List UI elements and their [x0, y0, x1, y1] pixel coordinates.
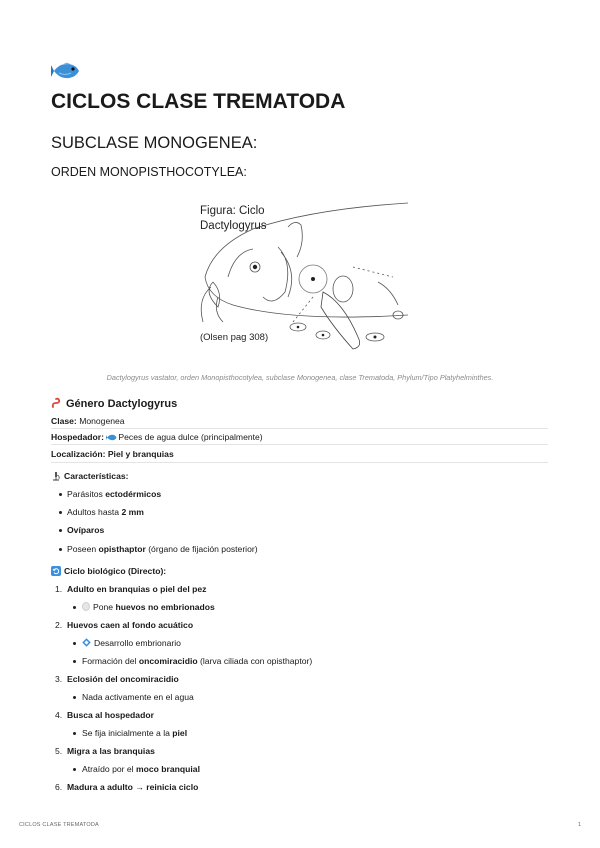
sub-item-text: Formación del [82, 656, 139, 666]
localizacion-value: Piel y branquias [107, 449, 174, 459]
sub-item [82, 692, 194, 702]
bullet [73, 768, 76, 771]
item-bold: ectodérmicos [105, 489, 162, 499]
divider [51, 428, 548, 429]
footer-title: CICLOS CLASE TREMATODA [19, 822, 99, 828]
sub-item [82, 656, 312, 666]
order-heading: ORDEN MONOPISTHOCOTYLEA: [51, 165, 247, 179]
step-label: Eclosión del oncomiracidio [67, 674, 179, 684]
sub-item-bold: oncomiracidio [138, 656, 198, 666]
egg-icon [82, 602, 90, 611]
step-label: Madura a adulto → reinicia ciclo [67, 782, 199, 792]
sub-item [82, 728, 187, 738]
sub-item [82, 638, 181, 648]
ciclo-heading-text: Ciclo biológico (Directo): [64, 566, 167, 576]
figure-title-line2: Dactylogyrus [200, 220, 267, 232]
bullet [73, 660, 76, 663]
genus-heading-text: Género Dactylogyrus [66, 398, 178, 410]
caracteristicas-heading [51, 471, 129, 481]
item-bold: 2 mm [121, 507, 144, 517]
figure-reference: (Olsen pag 308) [200, 332, 269, 343]
item-text: Adultos hasta [67, 507, 122, 517]
item-text: Parásitos [67, 489, 106, 499]
ciclo-heading [51, 566, 166, 576]
clase-line [51, 416, 125, 426]
item-text: (órgano de fijación posterior) [145, 544, 258, 554]
step-number: 1. [55, 584, 63, 594]
bullet [59, 548, 62, 551]
bullet [73, 696, 76, 699]
worm-icon [51, 397, 63, 409]
divider [51, 444, 548, 445]
hospedador-label: Hospedador: [51, 432, 104, 442]
sub-item-bold: moco branquial [135, 764, 200, 774]
sub-item-text: Atraído por el [82, 764, 136, 774]
hospedador-value: Peces de agua dulce (principalmente) [118, 432, 263, 442]
step-number: 4. [55, 710, 63, 720]
fish-icon [51, 60, 81, 82]
bullet [59, 493, 62, 496]
step-label: Migra a las branquias [67, 746, 155, 756]
sub-item-text: Se fija inicialmente a la [82, 728, 173, 738]
localizacion-label: Localización: [51, 449, 106, 459]
step-label: Huevos caen al fondo acuático [67, 620, 194, 630]
sub-item-bold: huevos no embrionados [115, 602, 215, 612]
figure-title-line1: Figura: Ciclo [200, 205, 265, 217]
step-label: Adulto en branquias o piel del pez [67, 584, 207, 594]
bullet [59, 529, 62, 532]
step-number: 6. [55, 782, 63, 792]
bullet [73, 732, 76, 735]
subclass-heading: SUBCLASE MONOGENEA: [51, 134, 258, 152]
item-text: Poseen [67, 544, 99, 554]
caracteristicas-heading-text: Características: [64, 471, 129, 481]
step-number: 5. [55, 746, 63, 756]
sub-item [82, 764, 200, 774]
divider [51, 462, 548, 463]
sub-item-text: Pone [93, 602, 116, 612]
figure-caption: Dactylogyrus vastator, orden Monopisthocotylea, subclase Monogenea, clase Trematoda, Phylum/Tipo Platyhelminthes. [106, 373, 494, 382]
sub-item [82, 602, 215, 612]
list-item [67, 489, 161, 499]
bullet [59, 511, 62, 514]
page-title: CICLOS CLASE TREMATODA [51, 90, 346, 113]
list-item [67, 507, 144, 517]
hospedador-line [51, 432, 263, 442]
genus-heading [51, 397, 177, 410]
sub-item-text: Desarrollo embrionario [94, 638, 181, 648]
sub-item-bold: piel [172, 728, 188, 738]
sub-item-text: Nada activamente en el agua [82, 692, 194, 702]
figure-title [200, 204, 266, 234]
list-item [67, 544, 258, 554]
item-bold: Ovíparos [67, 525, 105, 535]
step-label: Busca al hospedador [67, 710, 154, 720]
diamond-icon [82, 638, 91, 647]
item-bold: opisthaptor [98, 544, 146, 554]
page-number: 1 [578, 822, 582, 828]
step-number: 3. [55, 674, 63, 684]
list-item [67, 525, 104, 535]
bullet [73, 606, 76, 609]
bullet [73, 642, 76, 645]
microscope-icon [51, 471, 61, 481]
refresh-icon [51, 566, 61, 576]
clase-value: Monogenea [79, 416, 125, 426]
clase-label: Clase: [51, 416, 77, 426]
localizacion-line [51, 449, 174, 459]
sub-item-text: (larva ciliada con opisthaptor) [197, 656, 313, 666]
fish-small-icon [106, 433, 117, 442]
step-number: 2. [55, 620, 63, 630]
